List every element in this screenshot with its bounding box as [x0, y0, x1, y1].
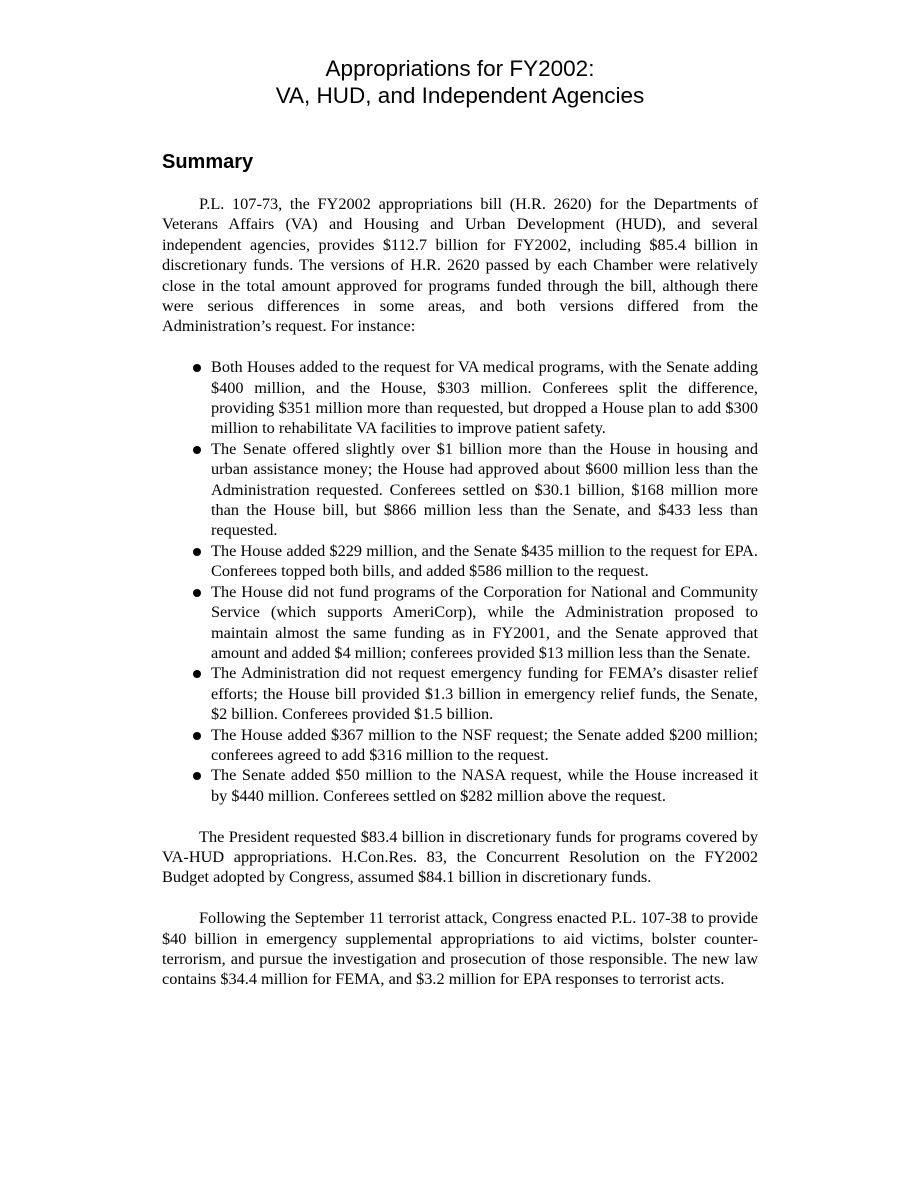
bullet-text: The Senate added $50 million to the NASA request, while the House increased it by $440 million. Conferees settled on $282 million above the request.	[211, 765, 758, 805]
bullet-dot-icon	[193, 589, 201, 597]
bullet-text: The Senate offered slightly over $1 billion more than the House in housing and urban assistance money; the House had approved about $600 million less than the Administration requested. Conferees settled on $30.1 billion, $168 million more than the House bill, but $866 million less than the Senate, and $433 less than requested.	[211, 438, 758, 540]
bullet-item-epa	[162, 541, 758, 582]
document-title	[162, 55, 758, 109]
document-page	[162, 55, 758, 990]
title-line-1: Appropriations for FY2002:	[325, 56, 595, 81]
bullet-text: The Administration did not request emergency funding for FEMA’s disaster relief efforts; the House bill provided $1.3 billion in emergency relief funds, the Senate, $2 billion. Conferees provided $1.5 billion.	[211, 663, 758, 724]
intro-paragraph: P.L. 107-73, the FY2002 appropriations bill (H.R. 2620) for the Departments of Veterans Affairs (VA) and Housing and Urban Development (HUD), and several independent agencies, provides $112.7 billion for FY2002, including $85.4 billion in discretionary funds. The versions of H.R. 2620 passed by each Chamber were relatively close in the total amount approved for programs funded through the bill, although there were serious differences in some areas, and both versions differed from the Administration’s request. For instance:	[162, 194, 758, 336]
title-line-2: VA, HUD, and Independent Agencies	[275, 83, 645, 108]
bullet-text: The House added $367 million to the NSF request; the Senate added $200 million; conferees agreed to add $316 million to the request.	[211, 724, 758, 764]
bullet-dot-icon	[193, 548, 201, 556]
bullet-text: The House added $229 million, and the Senate $435 million to the request for EPA. Conferees topped both bills, and added $586 million to the request.	[211, 540, 758, 581]
bullet-dot-icon	[193, 772, 201, 780]
bullet-item-national-service	[162, 582, 758, 664]
bullet-text: The House did not fund programs of the Corporation for National and Community Service (which supports AmeriCorp), while the Administration proposed to maintain almost the same funding as in FY2001, and the Senate approved that amount and added $4 million; conferees provided $13 million less than the Senate.	[211, 581, 758, 662]
bullet-dot-icon	[193, 732, 201, 740]
section-heading-summary: Summary	[162, 151, 254, 173]
paragraph-september-11: Following the September 11 terrorist attack, Congress enacted P.L. 107-38 to provide $40 billion in emergency supplemental appropriations to aid victims, bolster counter-terrorism, and pursue the investigation and prosecution of those responsible. The new law contains $34.4 million for FEMA, and $3.2 million for EPA responses to terrorist acts.	[162, 908, 758, 989]
bullet-dot-icon	[193, 364, 201, 372]
bullet-item-nasa	[162, 765, 758, 806]
bullet-dot-icon	[193, 670, 201, 678]
bullet-item-housing	[162, 439, 758, 541]
paragraph-president-request: The President requested $83.4 billion in discretionary funds for programs covered by VA-HUD appropriations. H.Con.Res. 83, the Concurrent Resolution on the FY2002 Budget adopted by Congress, assumed $84.1 billion in discretionary funds.	[162, 826, 758, 887]
bullet-item-fema	[162, 663, 758, 724]
bullet-item-nsf	[162, 725, 758, 766]
bullet-list	[162, 357, 758, 806]
bullet-text: Both Houses added to the request for VA medical programs, with the Senate adding $400 million, and the House, $303 million. Conferees split the difference, providing $351 million more than requested, but dropped a House plan to add $300 million to rehabilitate VA facilities to improve patient safety.	[211, 357, 758, 438]
bullet-item-va-medical	[162, 357, 758, 439]
bullet-dot-icon	[193, 446, 201, 454]
